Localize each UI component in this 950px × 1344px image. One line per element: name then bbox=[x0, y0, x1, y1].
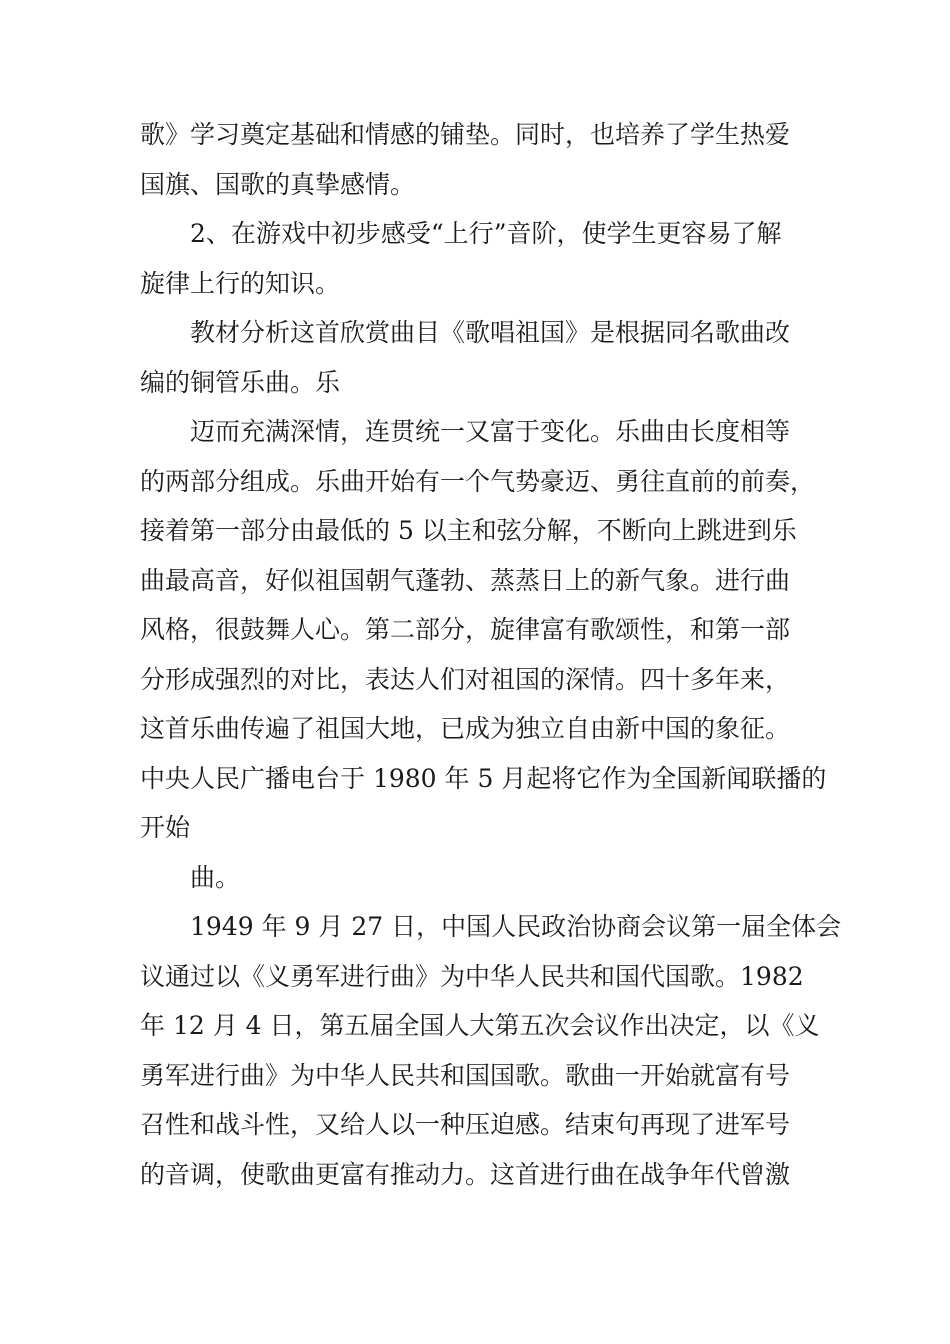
text-line: 分形成强烈的对比，表达人们对祖国的深情。四十多年来， bbox=[140, 664, 791, 694]
text-line: 接着第一部分由最低的 5 以主和弦分解，不断向上跳进到乐 bbox=[140, 516, 797, 545]
text-line: 的两部分组成。乐曲开始有一个气势豪迈、勇往直前的前奏， bbox=[140, 466, 816, 496]
text-line: 曲。 bbox=[190, 862, 241, 892]
text-line: 这首乐曲传遍了祖国大地，已成为独立自由新中国的象征。 bbox=[140, 714, 791, 743]
text-line: 召性和战斗性，又给人以一种压迫感。结束句再现了进军号 bbox=[140, 1110, 791, 1139]
text-line: 中央人民广播电台于 1980 年 5 月起将它作为全国新闻联播的 bbox=[140, 763, 827, 793]
text-line: 迈而充满深情，连贯统一又富于变化。乐曲由长度相等 bbox=[190, 417, 791, 446]
text-line: 的音调，使歌曲更富有推动力。这首进行曲在战争年代曾激 bbox=[140, 1159, 791, 1189]
text-line: 风格，很鼓舞人心。第二部分，旋律富有歌颂性，和第一部 bbox=[140, 615, 791, 644]
text-line: 曲最高音，好似祖国朝气蓬勃、蒸蒸日上的新气象。进行曲 bbox=[140, 565, 791, 595]
text-line: 议通过以《义勇军进行曲》为中华人民共和国代国歌。1982 bbox=[140, 961, 804, 991]
text-line: 旋律上行的知识。 bbox=[140, 268, 341, 298]
text-line: 年 12 月 4 日，第五届全国人大第五次会议作出决定，以《义 bbox=[140, 1011, 820, 1040]
text-line: 教材分析这首欣赏曲目《歌唱祖国》是根据同名歌曲改 bbox=[190, 318, 791, 347]
text-line: 编的铜管乐曲。乐 bbox=[140, 367, 341, 397]
document-body bbox=[140, 110, 842, 1199]
text-line: 国旗、国歌的真挚感情。 bbox=[140, 169, 416, 199]
text-line: 勇军进行曲》为中华人民共和国国歌。歌曲一开始就富有号 bbox=[140, 1060, 791, 1090]
text-line: 开始 bbox=[140, 813, 191, 842]
text-line: 2、在游戏中初步感受“上行”音阶，使学生更容易了解 bbox=[190, 219, 782, 248]
text-line: 歌》学习奠定基础和情感的铺垫。同时，也培养了学生热爱 bbox=[140, 120, 791, 149]
text-line: 1949 年 9 月 27 日，中国人民政治协商会议第一届全体会 bbox=[190, 912, 842, 941]
